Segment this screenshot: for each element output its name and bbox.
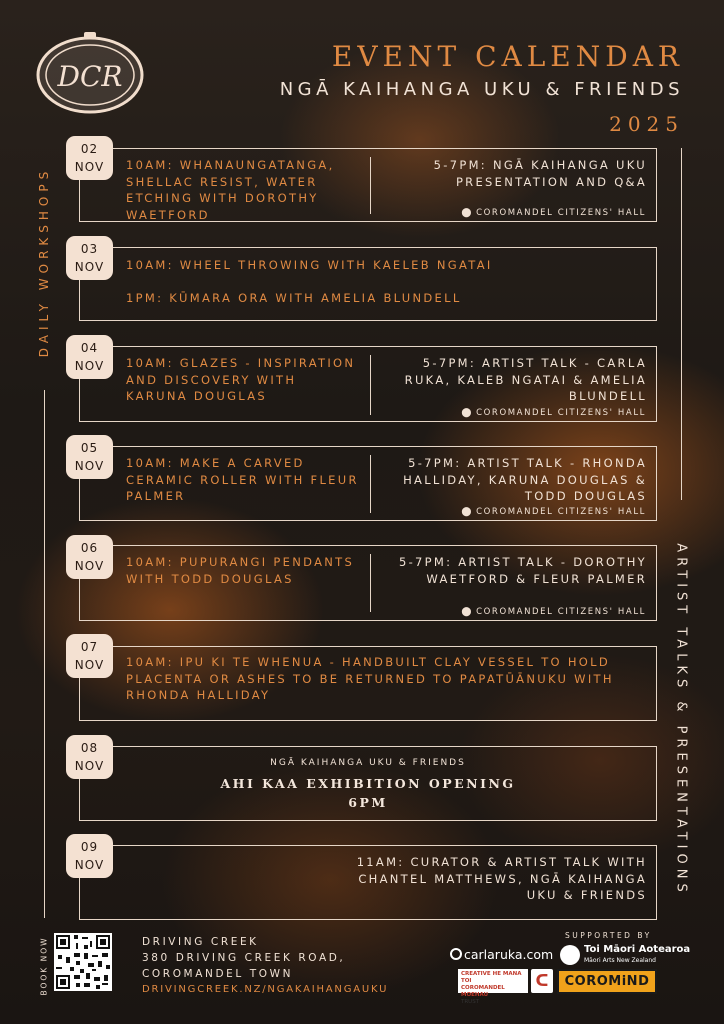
- sponsor-toi-maori: [560, 944, 691, 968]
- logo-text: DCR: [57, 60, 123, 93]
- sponsor-coromind: COROMiND: [557, 969, 657, 994]
- date-month: NOV: [74, 759, 105, 773]
- event-row: [79, 746, 657, 821]
- date-month: NOV: [74, 658, 105, 672]
- sponsor-carlaruka: carlaruka.com: [450, 947, 553, 962]
- location-pin-icon: ⬤: [461, 408, 474, 418]
- address-line: 380 DRIVING CREEK ROAD,: [142, 952, 346, 964]
- creative-line: TRUST: [461, 999, 480, 1005]
- date-month: NOV: [74, 160, 105, 174]
- curator-talk: 11AM: CURATOR & ARTIST TALK WITH CHANTEL MATTHEWS, NGĀ KAIHANGA UKU & FRIENDS: [356, 855, 647, 902]
- date-day: 03: [80, 242, 99, 256]
- booking-link[interactable]: DRIVINGCREEK.NZ/NGAKAIHANGAUKU: [142, 984, 389, 995]
- address-line: COROMANDEL TOWN: [142, 968, 294, 980]
- event-row: [79, 646, 657, 721]
- exhibition-time: 6PM: [348, 795, 388, 810]
- exhibition-opening: [80, 758, 656, 812]
- carlaruka-logo-icon: [450, 948, 462, 960]
- event-row: [79, 148, 657, 222]
- page-subtitle: NGĀ KAIHANGA UKU & FRIENDS: [279, 79, 684, 100]
- event-row: [79, 446, 657, 521]
- creative-line: COROMANDEL MOEHAU: [461, 985, 505, 998]
- qr-code[interactable]: [54, 933, 112, 991]
- evening-talk: 5-7PM: ARTIST TALK - RHONDA HALLIDAY, KARUNA DOUGLAS & TODD DOUGLAS: [403, 456, 647, 503]
- date-day: 02: [80, 142, 99, 156]
- divider: [370, 455, 371, 513]
- date-month: NOV: [74, 559, 105, 573]
- exhibition-title: AHI KAA EXHIBITION OPENING: [220, 776, 516, 791]
- morning-workshop: 10AM: MAKE A CARVED CERAMIC ROLLER WITH FLEUR PALMER: [126, 456, 359, 503]
- location-pin-icon: ⬤: [461, 507, 474, 517]
- date-badge: [66, 236, 113, 280]
- date-month: NOV: [74, 260, 105, 274]
- date-badge: [66, 735, 113, 779]
- evening-talk: 5-7PM: ARTIST TALK - DOROTHY WAETFORD & FLEUR PALMER: [398, 555, 647, 586]
- workshop-line: 10AM: WHEEL THROWING WITH KAELEB NGATAI: [126, 258, 493, 272]
- creative-mark-icon: ᑕ: [531, 969, 553, 993]
- date-day: 09: [80, 840, 99, 854]
- venue: ⬤ COROMANDEL CITIZENS' HALL: [461, 208, 646, 218]
- header: [280, 40, 684, 136]
- divider: [370, 554, 371, 612]
- location-pin-icon: ⬤: [461, 607, 474, 617]
- event-row: [79, 845, 657, 920]
- workshop-line: 10AM: IPU KI TE WHENUA - HANDBUILT CLAY VESSEL TO HOLD PLACENTA OR ASHES TO BE RETURNED TO PAPATŪĀNUKU WITH RHONDA HALLIDAY: [126, 655, 614, 702]
- date-day: 04: [80, 341, 99, 355]
- morning-workshop: 10AM: GLAZES - INSPIRATION AND DISCOVERY WITH KARUNA DOUGLAS: [126, 356, 356, 403]
- venue-address: [142, 934, 345, 982]
- event-year: 2025: [609, 112, 684, 136]
- date-day: 07: [80, 640, 99, 654]
- date-badge: [66, 335, 113, 379]
- driving-creek-logo: [34, 30, 146, 116]
- date-badge: [66, 136, 113, 180]
- date-month: NOV: [74, 359, 105, 373]
- toi-maori-logo-icon: [560, 945, 580, 965]
- supported-by-label: SUPPORTED BY: [565, 931, 652, 940]
- venue: ⬤ COROMANDEL CITIZENS' HALL: [461, 408, 646, 418]
- evening-talk: 5-7PM: NGĀ KAIHANGA UKU PRESENTATION AND Q&A: [433, 158, 647, 189]
- date-badge: [66, 435, 113, 479]
- left-divider-line: [44, 390, 45, 918]
- date-month: NOV: [74, 459, 105, 473]
- morning-workshop: 10AM: WHANAUNGATANGA, SHELLAC RESIST, WATER ETCHING WITH DOROTHY WAETFORD: [126, 158, 335, 222]
- event-row: [79, 346, 657, 422]
- divider: [370, 157, 371, 214]
- exhibition-subtitle: NGĀ KAIHANGA UKU & FRIENDS: [270, 758, 466, 768]
- morning-workshop: 10AM: PUPURANGI PENDANTS WITH TODD DOUGLAS: [126, 555, 355, 586]
- creative-line: CREATIVE HE MANA TOI: [461, 971, 522, 984]
- date-day: 06: [80, 541, 99, 555]
- date-badge: [66, 834, 113, 878]
- sponsor-creative-coromandel: [458, 969, 528, 1005]
- page-title: EVENT CALENDAR: [331, 40, 684, 73]
- date-day: 05: [80, 441, 99, 455]
- address-line: DRIVING CREEK: [142, 936, 259, 948]
- date-month: NOV: [74, 858, 105, 872]
- date-badge: [66, 535, 113, 579]
- date-badge: [66, 634, 113, 678]
- toi-maori-subtitle: Māori Arts New Zealand: [584, 957, 656, 964]
- venue: ⬤ COROMANDEL CITIZENS' HALL: [461, 507, 646, 517]
- right-divider-line: [681, 148, 682, 500]
- event-row: [79, 247, 657, 321]
- location-pin-icon: ⬤: [461, 208, 474, 218]
- date-day: 08: [80, 741, 99, 755]
- event-row: [79, 545, 657, 621]
- evening-talk: 5-7PM: ARTIST TALK - CARLA RUKA, KALEB NGATAI & AMELIA BLUNDELL: [404, 356, 647, 403]
- divider: [370, 355, 371, 415]
- toi-maori-name: Toi Māori Aotearoa: [584, 944, 691, 955]
- workshop-line: 1PM: KŪMARA ORA WITH AMELIA BLUNDELL: [126, 291, 462, 305]
- venue: ⬤ COROMANDEL CITIZENS' HALL: [461, 607, 646, 617]
